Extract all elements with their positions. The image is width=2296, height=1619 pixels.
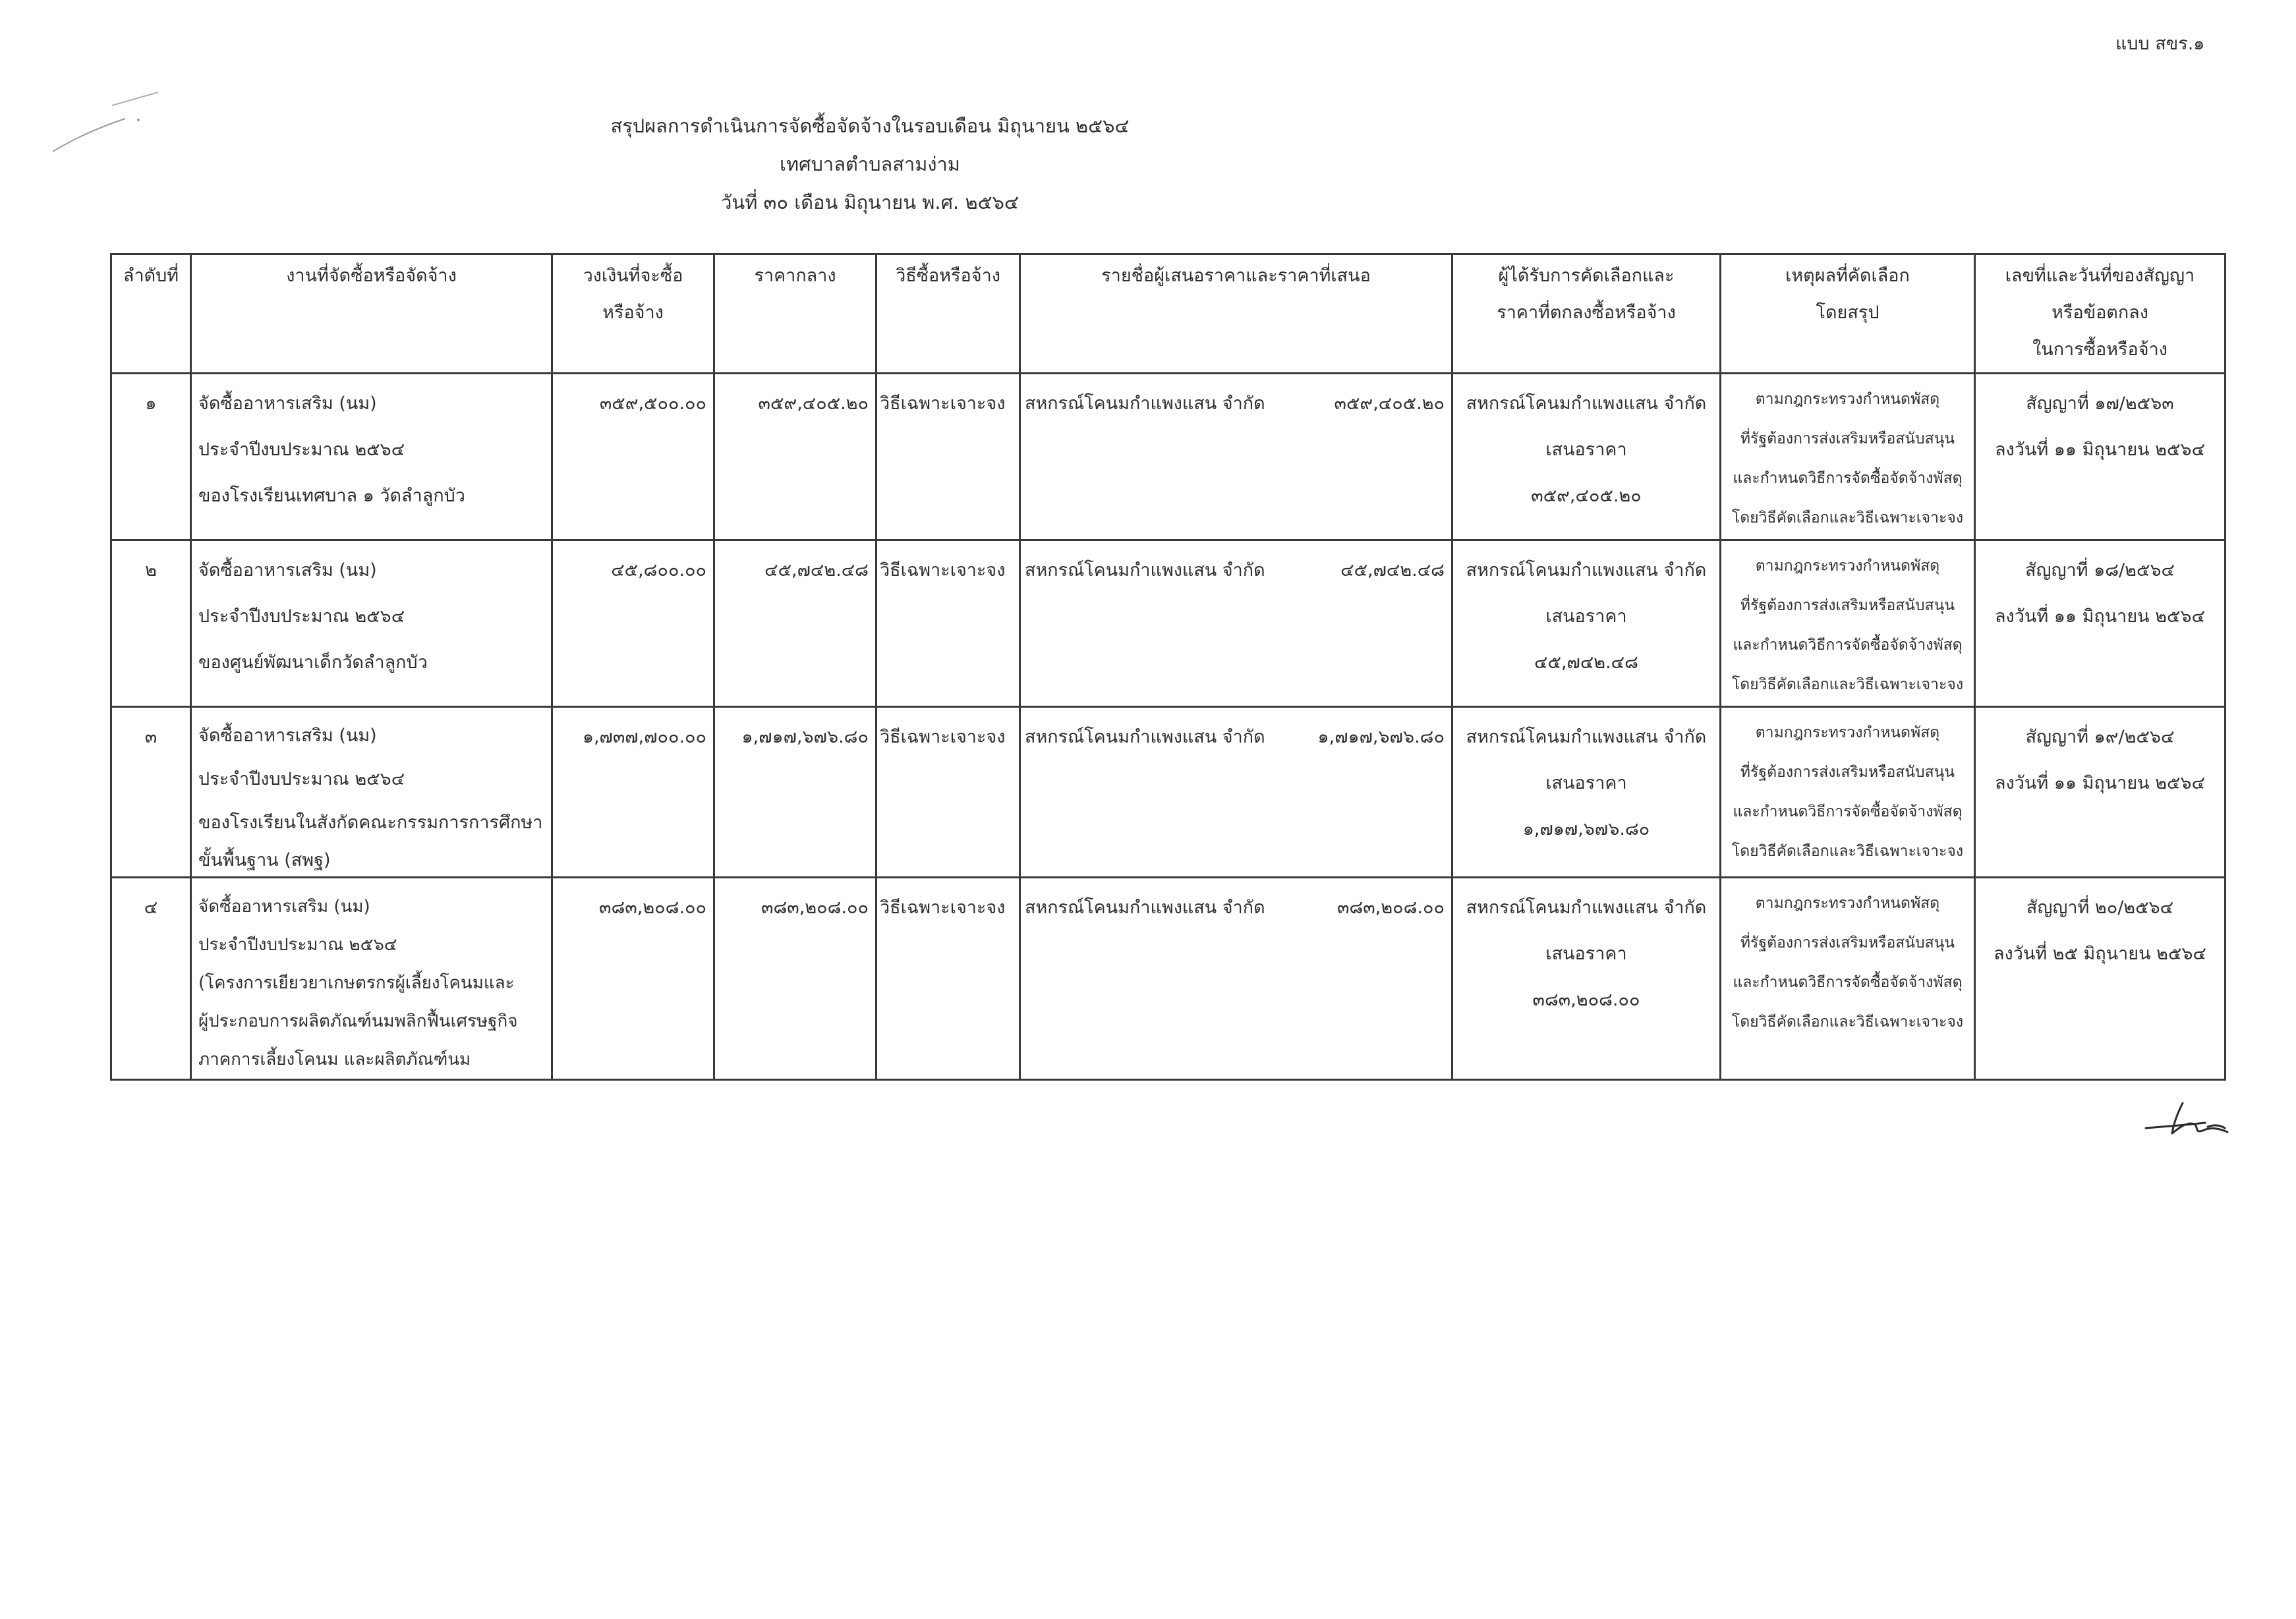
median-price-value: ๓๕๙,๔๐๕.๒๐: [758, 393, 869, 414]
task-line: ของโรงเรียนเทศบาล ๑ วัดลำลูกบัว: [198, 486, 465, 506]
reason-line: ที่รัฐต้องการส่งเสริมหรือสนับสนุน: [1740, 934, 1955, 952]
header-contract: [1975, 254, 2225, 374]
form-code: แบบ สขร.๑: [2115, 34, 2205, 54]
report-date: วันที่ ๓๐ เดือน มิถุนายน พ.ศ. ๒๕๖๔: [721, 191, 1019, 213]
task-line: ประจำปีงบประมาณ ๒๕๖๔: [198, 769, 405, 789]
header-selected-line2: ราคาที่ตกลงซื้อหรือจ้าง: [1497, 302, 1676, 323]
cell-method: [876, 707, 1020, 878]
header-reason: [1721, 254, 1975, 374]
method-value: วิธีเฉพาะเจาะจง: [880, 897, 1006, 918]
bidder-price: ๓๘๓,๒๐๘.๐๐: [1337, 897, 1445, 918]
procurement-table: [110, 253, 2226, 1081]
cell-contract: [1975, 707, 2225, 878]
method-value: วิธีเฉพาะเจาะจง: [880, 727, 1006, 747]
reason-line: และกำหนดวิธีการจัดซื้อจัดจ้างพัสดุ: [1733, 470, 1963, 487]
selected-price: ๓๘๓,๒๐๘.๐๐: [1532, 990, 1640, 1010]
bidder-name: สหกรณ์โคนมกำแพงแสน จำกัด: [1025, 560, 1265, 581]
cell-budget: [552, 878, 714, 1080]
header-budget-line2: หรือจ้าง: [602, 302, 664, 323]
cell-budget: [552, 540, 714, 707]
cell-median-price: [714, 374, 876, 540]
cell-selected: [1452, 374, 1721, 540]
cell-selected: [1452, 707, 1721, 878]
selected-label: เสนอราคา: [1545, 944, 1627, 964]
header-contract-line3: ในการซื้อหรือจ้าง: [2032, 339, 2167, 360]
selected-price: ๔๕,๗๔๒.๔๘: [1534, 652, 1638, 673]
reason-line: ตามกฎกระทรวงกำหนดพัสดุ: [1755, 557, 1940, 575]
cell-method: [876, 878, 1020, 1080]
contract-number: สัญญาที่ ๒๐/๒๕๖๔: [2026, 897, 2174, 918]
cell-method: [876, 540, 1020, 707]
row-no: ๑: [145, 393, 157, 414]
task-line: ประจำปีงบประมาณ ๒๕๖๔: [198, 935, 397, 955]
cell-no: [111, 374, 191, 540]
cell-reason: [1721, 540, 1975, 707]
cell-contract: [1975, 540, 2225, 707]
method-value: วิธีเฉพาะเจาะจง: [880, 393, 1006, 414]
selected-vendor: สหกรณ์โคนมกำแพงแสน จำกัด: [1466, 727, 1707, 747]
header-reason-line1: เหตุผลที่คัดเลือก: [1785, 266, 1910, 286]
task-line: (โครงการเยียวยาเกษตรกรผู้เลี้ยงโคนมและ: [198, 973, 515, 993]
table-row: [111, 707, 2225, 878]
task-line: ประจำปีงบประมาณ ๒๕๖๔: [198, 606, 405, 627]
signature: [2142, 1087, 2234, 1147]
reason-line: และกำหนดวิธีการจัดซื้อจัดจ้างพัสดุ: [1733, 803, 1963, 820]
task-line: ขั้นพื้นฐาน (สพฐ): [198, 850, 331, 870]
header-median-price: ราคากลาง: [714, 254, 876, 374]
header-reason-line2: โดยสรุป: [1816, 302, 1880, 323]
reason-line: ตามกฎกระทรวงกำหนดพัสดุ: [1755, 895, 1940, 912]
reason-line: ที่รัฐต้องการส่งเสริมหรือสนับสนุน: [1740, 597, 1955, 614]
selected-label: เสนอราคา: [1545, 440, 1627, 460]
cell-no: [111, 707, 191, 878]
bidder-price: ๔๕,๗๔๒.๔๘: [1340, 560, 1445, 581]
row-no: ๓: [144, 727, 158, 747]
cell-selected: [1452, 878, 1721, 1080]
contract-date: ลงวันที่ ๑๑ มิถุนายน ๒๕๖๔: [1994, 773, 2206, 793]
header-no: ลำดับที่: [111, 254, 191, 374]
row-no: ๒: [145, 560, 157, 581]
reason-line: โดยวิธีคัดเลือกและวิธีเฉพาะเจาะจง: [1731, 676, 1964, 693]
task-line: ผู้ประกอบการผลิตภัณฑ์นมพลิกฟื้นเศรษฐกิจ: [198, 1011, 518, 1031]
selected-label: เสนอราคา: [1545, 606, 1627, 627]
contract-number: สัญญาที่ ๑๗/๒๕๖๓: [2026, 393, 2174, 414]
reason-line: และกำหนดวิธีการจัดซื้อจัดจ้างพัสดุ: [1733, 637, 1963, 654]
bidder-name: สหกรณ์โคนมกำแพงแสน จำกัด: [1025, 393, 1265, 414]
reason-line: และกำหนดวิธีการจัดซื้อจัดจ้างพัสดุ: [1733, 974, 1963, 991]
task-line: จัดซื้ออาหารเสริม (นม): [198, 393, 377, 414]
bidder-price: ๑,๗๑๗,๖๗๖.๘๐: [1317, 727, 1445, 747]
table-header-row: [111, 254, 2225, 374]
bidder-price: ๓๕๙,๔๐๕.๒๐: [1334, 393, 1445, 414]
cell-bidders: [1020, 878, 1452, 1080]
budget-value: ๔๕,๘๐๐.๐๐: [611, 560, 706, 581]
header-task: งานที่จัดซื้อหรือจัดจ้าง: [191, 254, 552, 374]
cell-reason: [1721, 374, 1975, 540]
task-line: ประจำปีงบประมาณ ๒๕๖๔: [198, 440, 405, 460]
cell-task: [191, 878, 552, 1080]
reason-line: ที่รัฐต้องการส่งเสริมหรือสนับสนุน: [1740, 764, 1955, 781]
cell-contract: [1975, 878, 2225, 1080]
reason-line: ตามกฎกระทรวงกำหนดพัสดุ: [1755, 724, 1940, 741]
contract-number: สัญญาที่ ๑๙/๒๕๖๔: [2025, 727, 2175, 747]
cell-task: [191, 707, 552, 878]
selected-price: ๓๕๙,๔๐๕.๒๐: [1531, 486, 1642, 506]
median-price-value: ๓๘๓,๒๐๘.๐๐: [761, 897, 869, 918]
reason-line: โดยวิธีคัดเลือกและวิธีเฉพาะเจาะจง: [1731, 1013, 1964, 1031]
cell-budget: [552, 707, 714, 878]
budget-value: ๓๘๓,๒๐๘.๐๐: [599, 897, 706, 918]
header-contract-line2: หรือข้อตกลง: [2052, 302, 2148, 323]
cell-task: [191, 374, 552, 540]
cell-median-price: [714, 878, 876, 1080]
contract-number: สัญญาที่ ๑๘/๒๕๖๔: [2025, 560, 2175, 581]
reason-line: โดยวิธีคัดเลือกและวิธีเฉพาะเจาะจง: [1731, 509, 1964, 526]
cell-method: [876, 374, 1020, 540]
budget-value: ๑,๗๓๗,๗๐๐.๐๐: [582, 727, 706, 747]
median-price-value: ๔๕,๗๔๒.๔๘: [764, 560, 869, 581]
header-contract-line1: เลขที่และวันที่ของสัญญา: [2005, 266, 2195, 286]
method-value: วิธีเฉพาะเจาะจง: [880, 560, 1006, 581]
budget-value: ๓๕๙,๕๐๐.๐๐: [599, 393, 706, 414]
selected-vendor: สหกรณ์โคนมกำแพงแสน จำกัด: [1466, 897, 1707, 918]
selected-label: เสนอราคา: [1545, 773, 1627, 793]
contract-date: ลงวันที่ ๑๑ มิถุนายน ๒๕๖๔: [1994, 606, 2206, 627]
header-budget: [552, 254, 714, 374]
task-line: ของศูนย์พัฒนาเด็กวัดลำลูกบัว: [198, 652, 428, 673]
task-line: จัดซื้ออาหารเสริม (นม): [198, 725, 377, 746]
reason-line: ตามกฎกระทรวงกำหนดพัสดุ: [1755, 391, 1940, 408]
cell-task: [191, 540, 552, 707]
selected-price: ๑,๗๑๗,๖๗๖.๘๐: [1522, 819, 1650, 839]
cell-bidders: [1020, 707, 1452, 878]
cell-no: [111, 878, 191, 1080]
table-row: [111, 374, 2225, 540]
cell-budget: [552, 374, 714, 540]
task-line: จัดซื้ออาหารเสริม (นม): [198, 560, 377, 581]
cell-median-price: [714, 707, 876, 878]
task-line: ภาคการเลี้ยงโคนม และผลิตภัณฑ์นม: [198, 1050, 471, 1069]
contract-date: ลงวันที่ ๑๑ มิถุนายน ๒๕๖๔: [1994, 440, 2206, 460]
cell-bidders: [1020, 374, 1452, 540]
report-title: สรุปผลการดำเนินการจัดซื้อจัดจ้างในรอบเดือน มิถุนายน ๒๕๖๔: [610, 115, 1130, 137]
selected-vendor: สหกรณ์โคนมกำแพงแสน จำกัด: [1466, 393, 1707, 414]
header-method: วิธีซื้อหรือจ้าง: [876, 254, 1020, 374]
reason-line: โดยวิธีคัดเลือกและวิธีเฉพาะเจาะจง: [1731, 843, 1964, 860]
cell-selected: [1452, 540, 1721, 707]
header-selected-line1: ผู้ได้รับการคัดเลือกและ: [1498, 266, 1675, 286]
selected-vendor: สหกรณ์โคนมกำแพงแสน จำกัด: [1466, 560, 1707, 581]
header-bidders: รายชื่อผู้เสนอราคาและราคาที่เสนอ: [1020, 254, 1452, 374]
header-selected: [1452, 254, 1721, 374]
contract-date: ลงวันที่ ๒๕ มิถุนายน ๒๕๖๔: [1994, 944, 2206, 964]
table-row: [111, 878, 2225, 1080]
cell-median-price: [714, 540, 876, 707]
bidder-name: สหกรณ์โคนมกำแพงแสน จำกัด: [1025, 727, 1265, 747]
task-line: ของโรงเรียนในสังกัดคณะกรรมการการศึกษา: [198, 812, 543, 833]
task-line: จัดซื้ออาหารเสริม (นม): [198, 897, 370, 917]
agency-name: เทศบาลตำบลสามง่าม: [780, 153, 960, 175]
cell-contract: [1975, 374, 2225, 540]
margin-marks: [46, 79, 231, 158]
header-budget-line1: วงเงินที่จะซื้อ: [583, 266, 683, 286]
cell-reason: [1721, 878, 1975, 1080]
reason-line: ที่รัฐต้องการส่งเสริมหรือสนับสนุน: [1740, 430, 1955, 447]
row-no: ๔: [144, 897, 158, 918]
bidder-name: สหกรณ์โคนมกำแพงแสน จำกัด: [1025, 897, 1265, 918]
table-row: [111, 540, 2225, 707]
cell-no: [111, 540, 191, 707]
median-price-value: ๑,๗๑๗,๖๗๖.๘๐: [741, 727, 869, 747]
cell-bidders: [1020, 540, 1452, 707]
cell-reason: [1721, 707, 1975, 878]
